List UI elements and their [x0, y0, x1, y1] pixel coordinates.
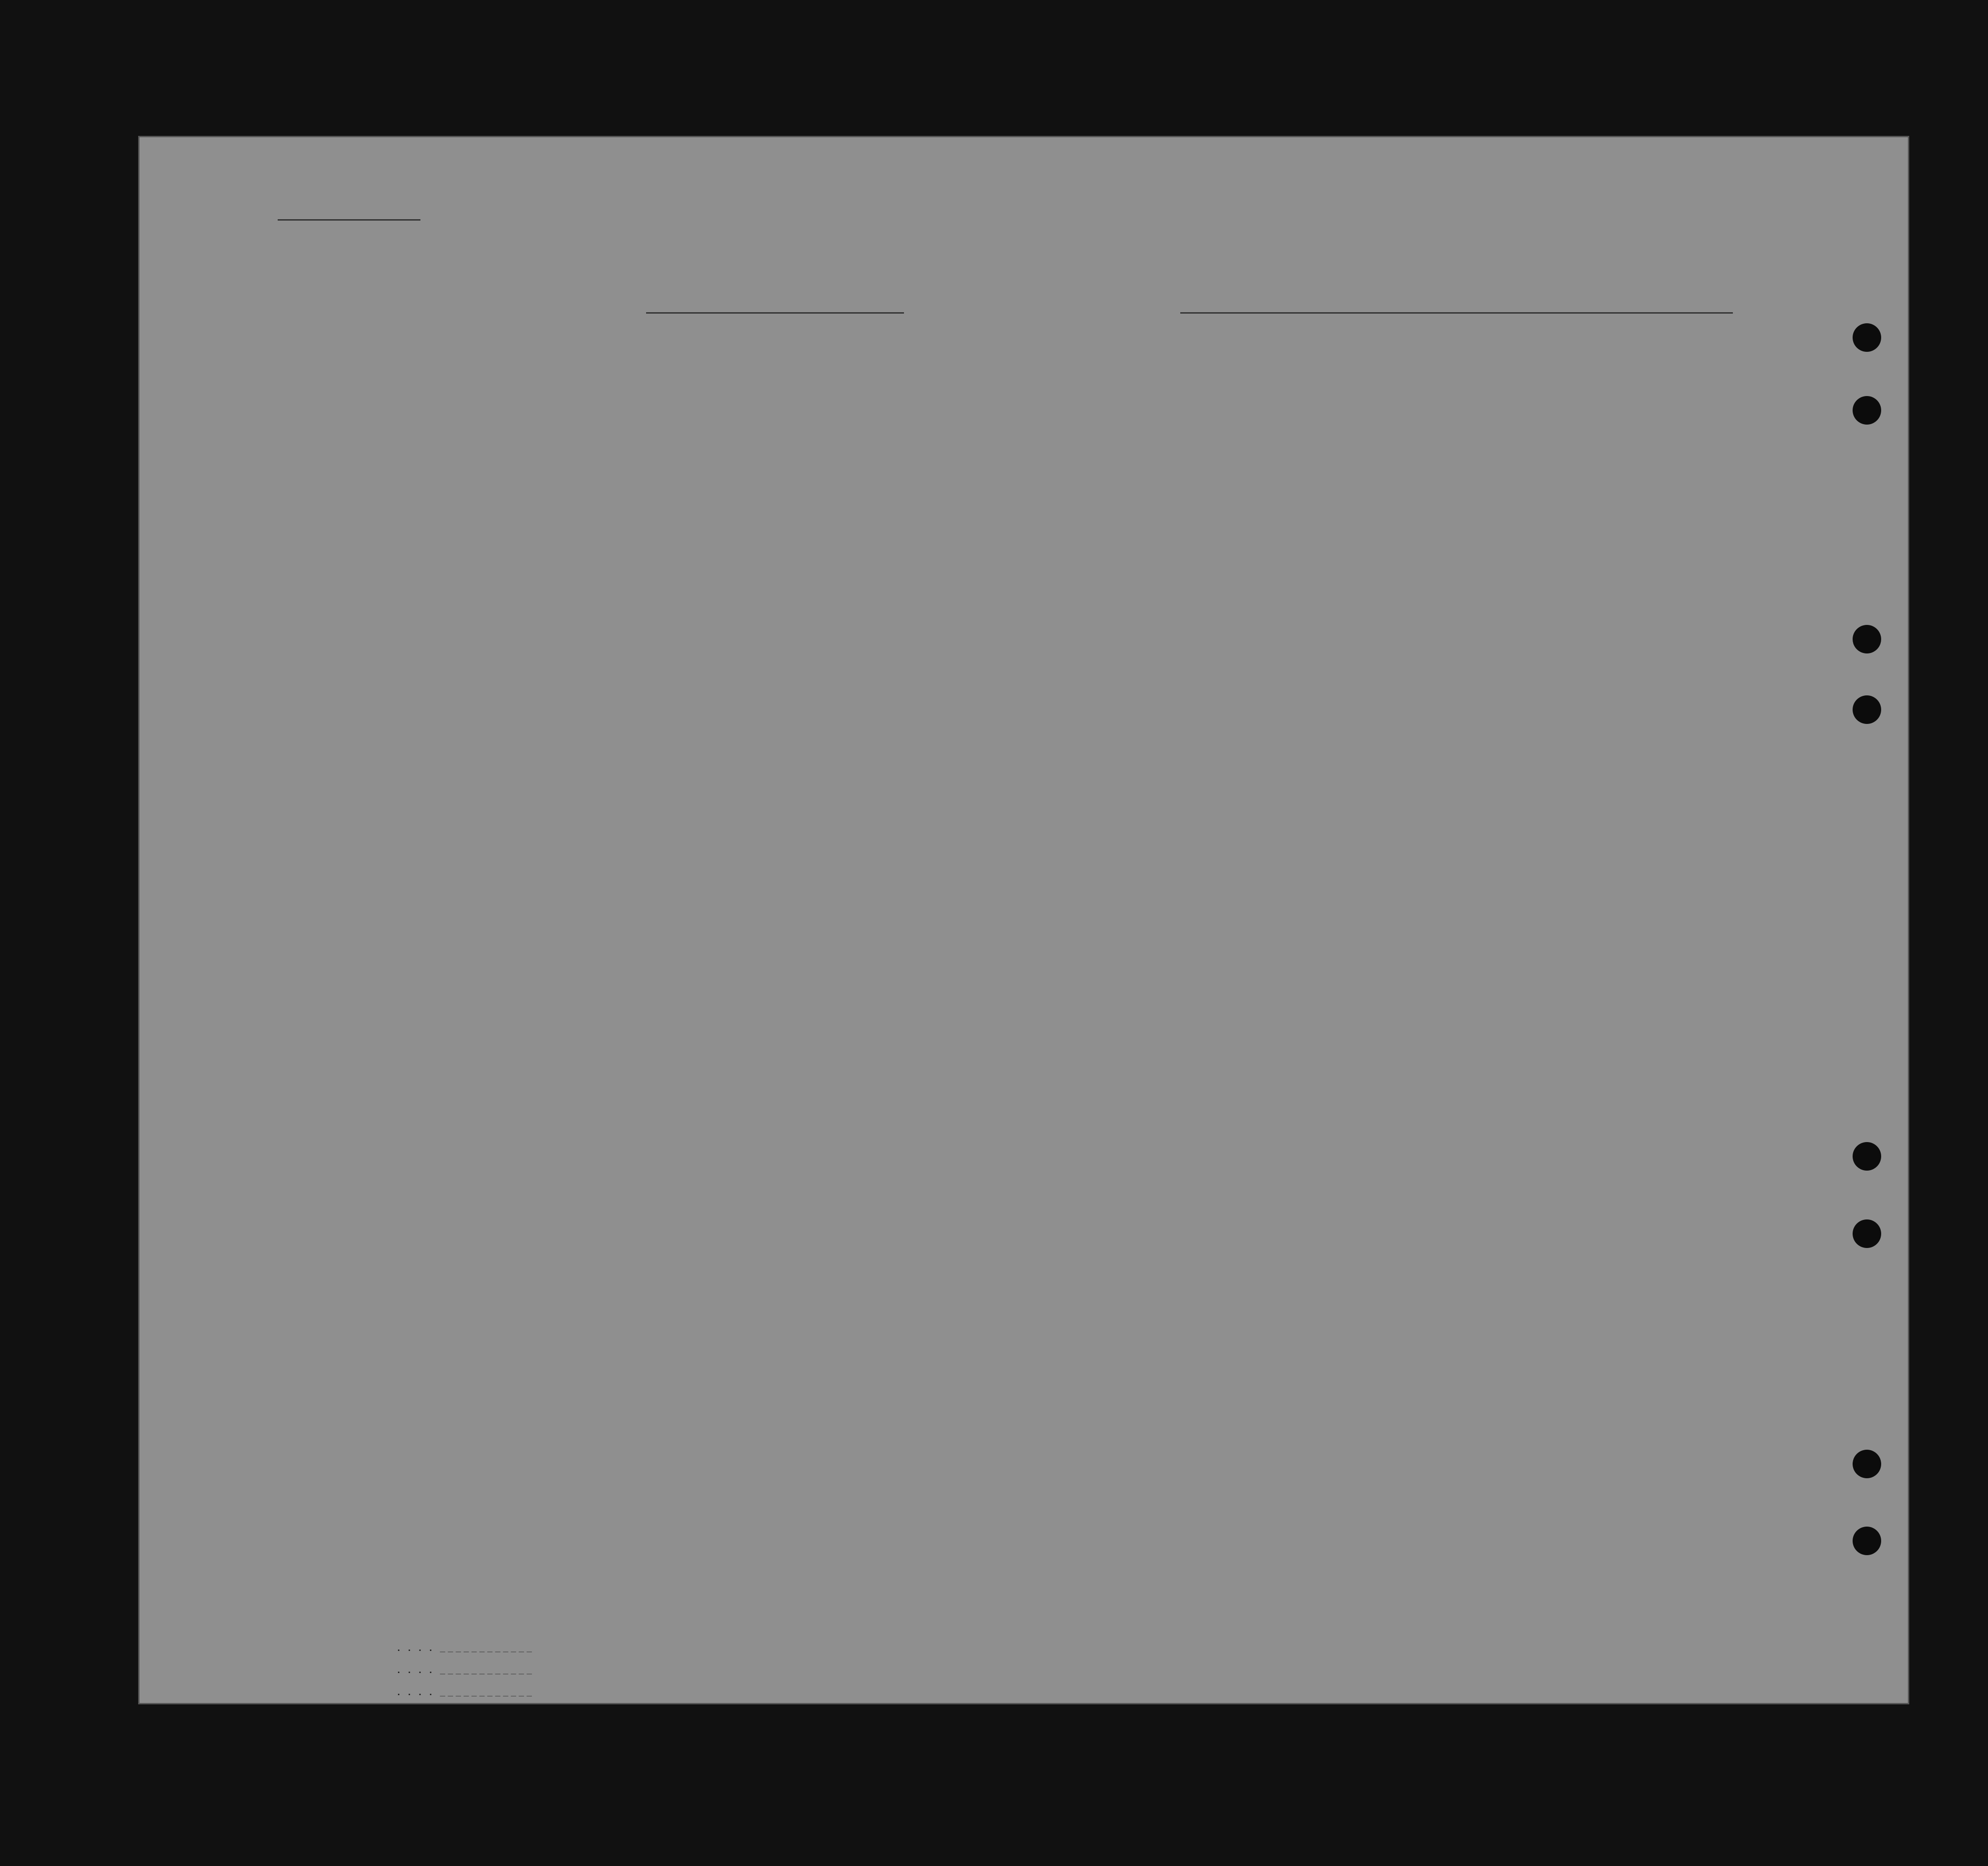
- total-passengers-blank: . . . . ____________: [397, 1643, 535, 1653]
- binder-hole: [1853, 1527, 1881, 1555]
- binder-hole: [1853, 625, 1881, 653]
- manifest-sheet: [138, 136, 1909, 1704]
- us-citizens-blank: . . . . ____________: [397, 1665, 535, 1675]
- binder-hole: [1853, 1450, 1881, 1478]
- aliens-blank: . . . . ____________: [397, 1687, 535, 1697]
- binder-hole: [1853, 695, 1881, 724]
- manifest-grid: [140, 137, 1908, 1703]
- binder-hole: [1853, 396, 1881, 425]
- binder-hole: [1853, 1219, 1881, 1248]
- binder-hole: [1853, 323, 1881, 352]
- binder-hole: [1853, 1142, 1881, 1171]
